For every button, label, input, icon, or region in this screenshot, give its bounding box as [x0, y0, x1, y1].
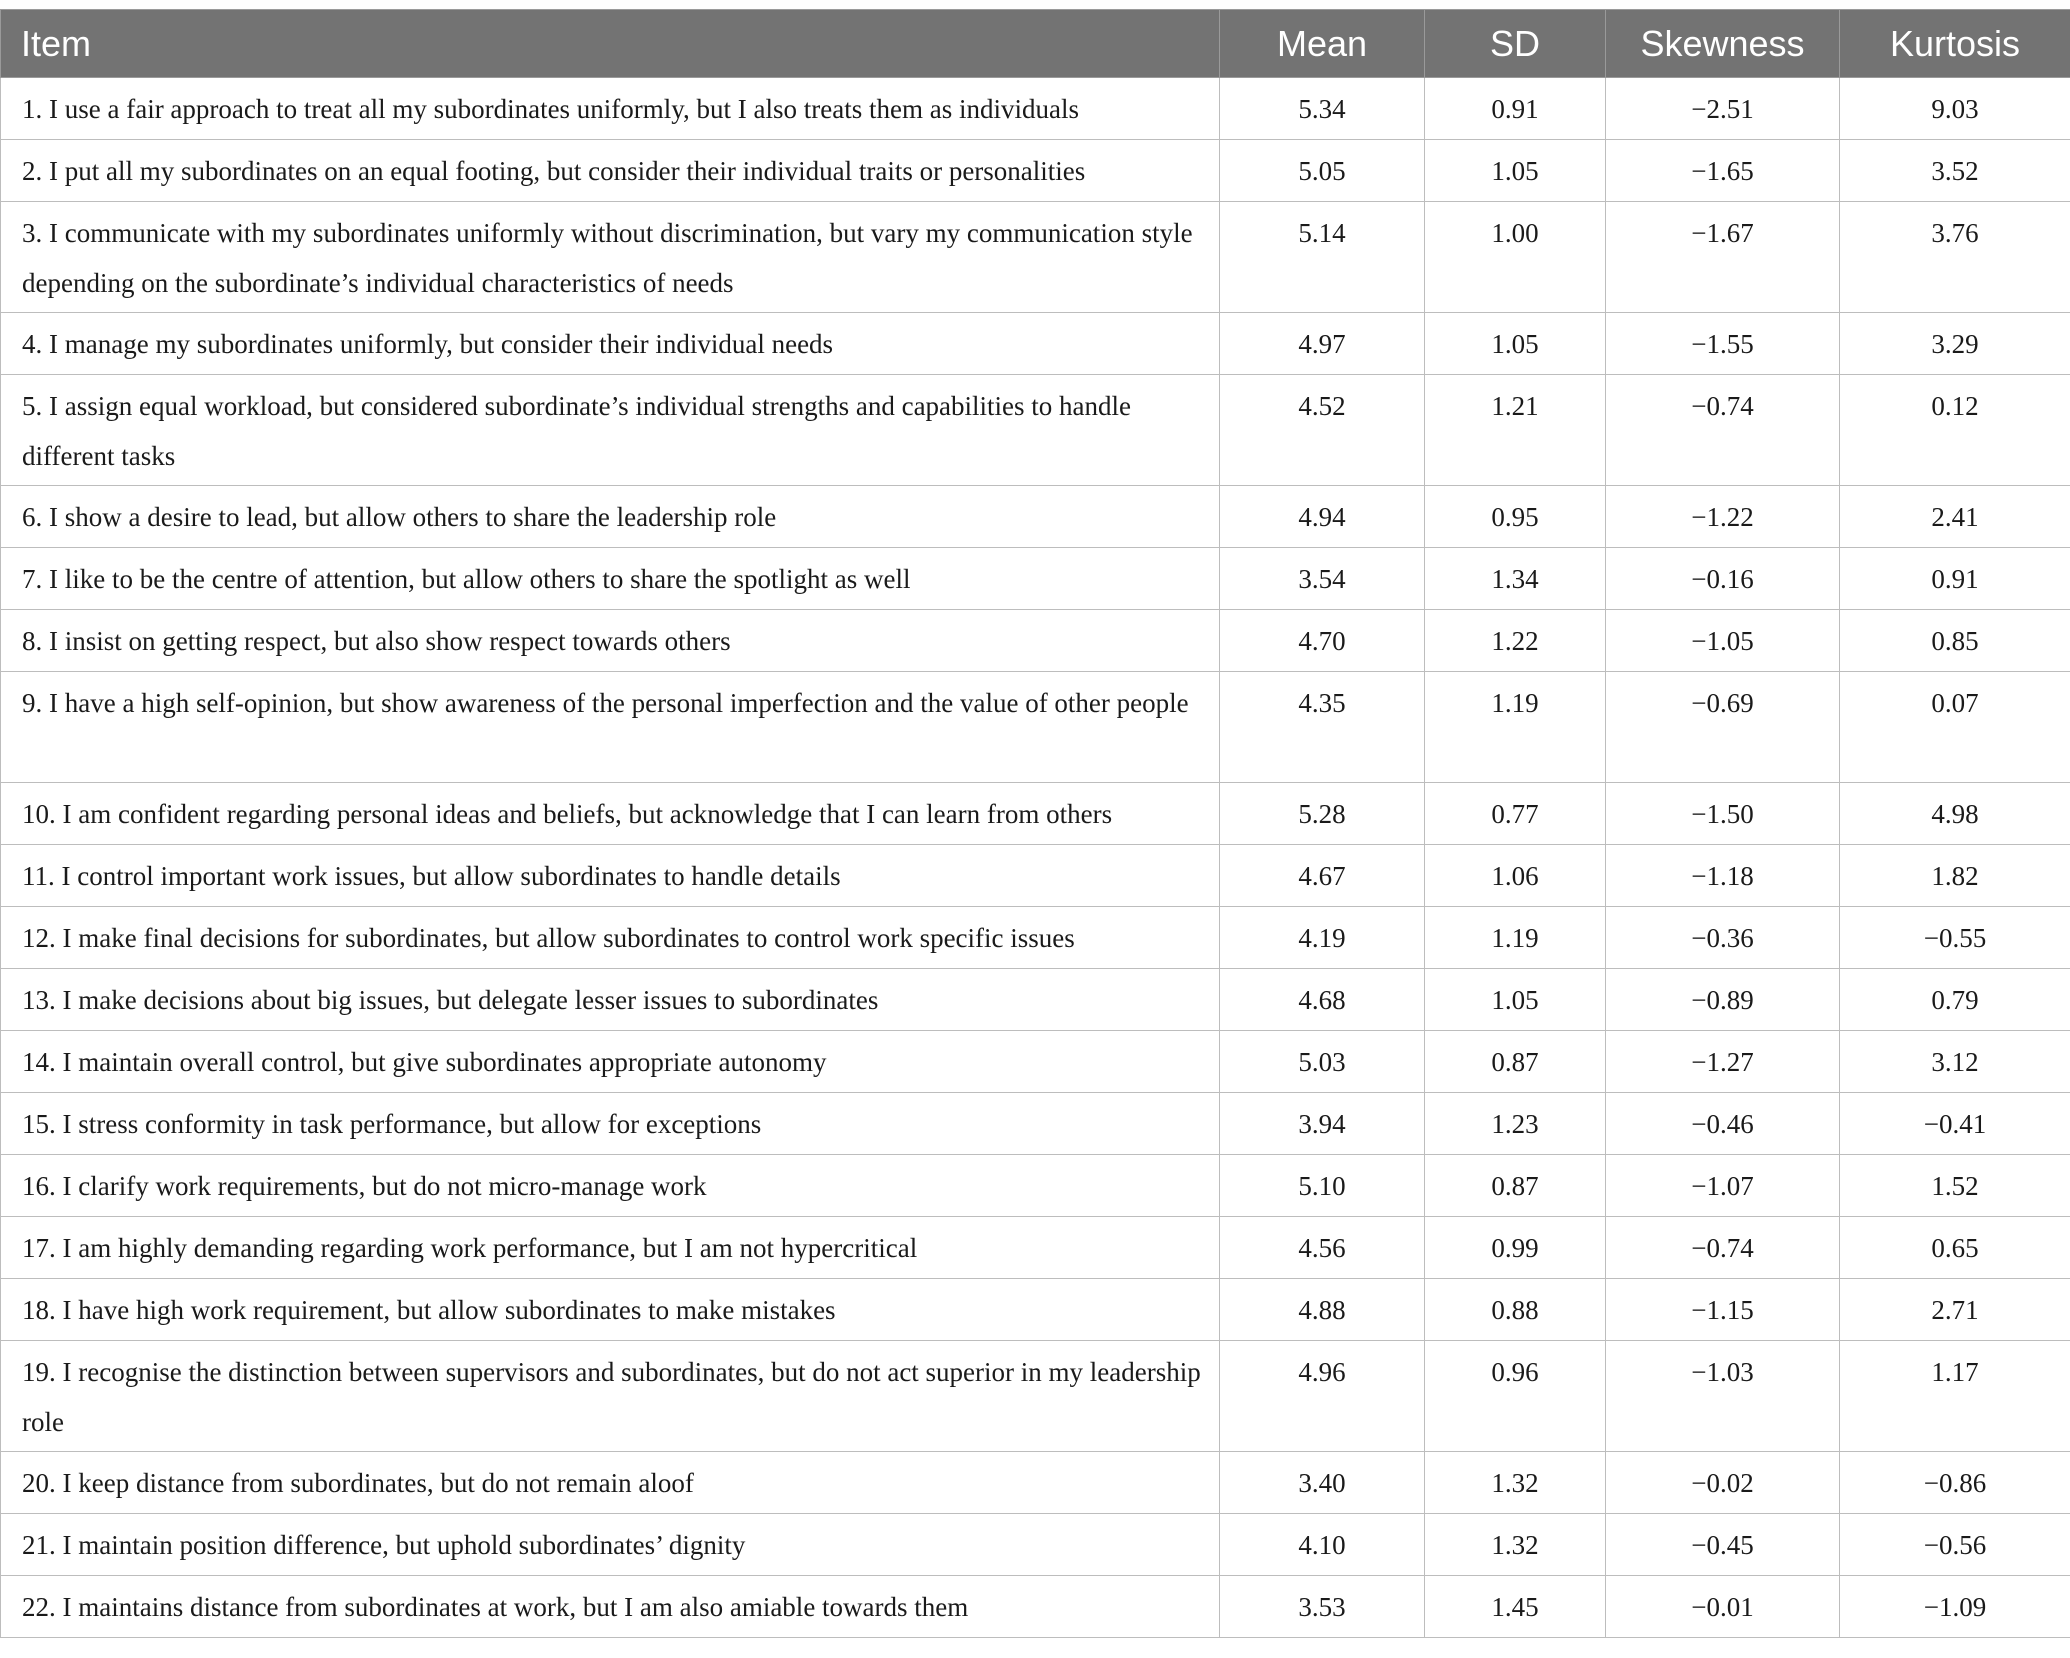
skewness-cell-text: −0.69	[1691, 688, 1754, 718]
header-sd: SD	[1425, 10, 1606, 78]
item-cell-text: 19. I recognise the distinction between supervisors and subordinates, but do not act superior in my leadership role	[22, 1357, 1201, 1437]
item-cell-text: 22. I maintains distance from subordinates at work, but I am also amiable towards them	[22, 1592, 969, 1622]
item-cell	[1, 78, 1220, 140]
kurtosis-cell	[1840, 969, 2070, 1031]
header-kurtosis: Kurtosis	[1840, 10, 2070, 78]
table-row	[1, 783, 2070, 845]
mean-cell-text: 4.10	[1298, 1530, 1346, 1560]
skewness-cell-text: −1.22	[1691, 502, 1754, 532]
item-cell-text: 9. I have a high self-opinion, but show awareness of the personal imperfection and the value of other people	[22, 688, 1189, 718]
table-row	[1, 1031, 2070, 1093]
mean-cell	[1220, 969, 1425, 1031]
item-cell-text: 4. I manage my subordinates uniformly, but consider their individual needs	[22, 329, 834, 359]
mean-cell-text: 4.94	[1298, 502, 1346, 532]
item-cell-text: 18. I have high work requirement, but allow subordinates to make mistakes	[22, 1295, 836, 1325]
sd-cell-text: 1.05	[1491, 329, 1539, 359]
sd-cell	[1425, 140, 1606, 202]
kurtosis-cell	[1840, 845, 2070, 907]
skewness-cell	[1606, 375, 1840, 486]
mean-cell	[1220, 202, 1425, 313]
item-cell	[1, 1279, 1220, 1341]
kurtosis-cell-text: −0.55	[1923, 923, 1987, 953]
kurtosis-cell-text: 0.79	[1931, 985, 1979, 1015]
mean-cell	[1220, 1093, 1425, 1155]
sd-cell-text: 0.87	[1491, 1047, 1539, 1077]
kurtosis-cell-text: 3.29	[1931, 329, 1979, 359]
sd-cell	[1425, 1031, 1606, 1093]
sd-cell	[1425, 1155, 1606, 1217]
skewness-cell	[1606, 969, 1840, 1031]
kurtosis-cell	[1840, 1031, 2070, 1093]
mean-cell-text: 4.68	[1298, 985, 1346, 1015]
sd-cell	[1425, 78, 1606, 140]
skewness-cell-text: −1.15	[1691, 1295, 1754, 1325]
sd-cell-text: 0.77	[1491, 799, 1539, 829]
sd-cell-text: 1.45	[1491, 1592, 1539, 1622]
header-item: Item	[1, 10, 1220, 78]
item-cell	[1, 1514, 1220, 1576]
mean-cell	[1220, 672, 1425, 783]
table-row	[1, 375, 2070, 486]
sd-cell-text: 0.87	[1491, 1171, 1539, 1201]
skewness-cell-text: −1.03	[1691, 1357, 1754, 1387]
kurtosis-cell	[1840, 1514, 2070, 1576]
skewness-cell	[1606, 845, 1840, 907]
table-header	[1, 10, 2070, 78]
item-cell	[1, 845, 1220, 907]
mean-cell	[1220, 78, 1425, 140]
skewness-cell	[1606, 1576, 1840, 1638]
mean-cell-text: 4.35	[1298, 688, 1346, 718]
sd-cell-text: 0.95	[1491, 502, 1539, 532]
skewness-cell	[1606, 783, 1840, 845]
item-cell-text: 17. I am highly demanding regarding work performance, but I am not hypercritical	[22, 1233, 918, 1263]
item-cell	[1, 610, 1220, 672]
table-row	[1, 969, 2070, 1031]
mean-cell	[1220, 1452, 1425, 1514]
kurtosis-cell-text: 2.41	[1931, 502, 1979, 532]
skewness-cell-text: −1.65	[1691, 156, 1754, 186]
skewness-cell-text: −1.67	[1691, 218, 1754, 248]
table-row	[1, 907, 2070, 969]
table-row	[1, 1279, 2070, 1341]
kurtosis-cell	[1840, 375, 2070, 486]
skewness-cell-text: −2.51	[1691, 94, 1754, 124]
sd-cell-text: 0.91	[1491, 94, 1539, 124]
mean-cell	[1220, 1155, 1425, 1217]
mean-cell-text: 4.70	[1298, 626, 1346, 656]
table-row	[1, 486, 2070, 548]
table-row	[1, 1576, 2070, 1638]
sd-cell-text: 1.23	[1491, 1109, 1539, 1139]
item-cell	[1, 1217, 1220, 1279]
sd-cell-text: 1.22	[1491, 626, 1539, 656]
sd-cell	[1425, 375, 1606, 486]
kurtosis-cell	[1840, 672, 2070, 783]
item-cell	[1, 907, 1220, 969]
skewness-cell-text: −0.89	[1691, 985, 1754, 1015]
skewness-cell-text: −1.05	[1691, 626, 1754, 656]
mean-cell	[1220, 610, 1425, 672]
skewness-cell	[1606, 1279, 1840, 1341]
item-cell-text: 20. I keep distance from subordinates, but do not remain aloof	[22, 1468, 694, 1498]
kurtosis-cell	[1840, 1341, 2070, 1452]
header-skewness: Skewness	[1606, 10, 1840, 78]
mean-cell	[1220, 1341, 1425, 1452]
item-cell-text: 3. I communicate with my subordinates uniformly without discrimination, but vary my communication style depending on the subordinate’s individual characteristics of needs	[22, 218, 1193, 298]
item-cell-text: 14. I maintain overall control, but give subordinates appropriate autonomy	[22, 1047, 827, 1077]
skewness-cell-text: −0.01	[1691, 1592, 1754, 1622]
sd-cell-text: 1.21	[1491, 391, 1539, 421]
item-cell-text: 5. I assign equal workload, but considered subordinate’s individual strengths and capabilities to handle different tasks	[22, 391, 1132, 471]
sd-cell	[1425, 313, 1606, 375]
kurtosis-cell	[1840, 1155, 2070, 1217]
mean-cell	[1220, 1031, 1425, 1093]
sd-cell	[1425, 845, 1606, 907]
sd-cell	[1425, 1217, 1606, 1279]
table-row	[1, 845, 2070, 907]
kurtosis-cell-text: −0.86	[1923, 1468, 1987, 1498]
sd-cell	[1425, 486, 1606, 548]
skewness-cell-text: −0.74	[1691, 391, 1754, 421]
mean-cell	[1220, 486, 1425, 548]
skewness-cell-text: −0.74	[1691, 1233, 1754, 1263]
skewness-cell-text: −1.27	[1691, 1047, 1754, 1077]
kurtosis-cell-text: −0.56	[1923, 1530, 1987, 1560]
item-cell-text: 1. I use a fair approach to treat all my subordinates uniformly, but I also treats them as individuals	[22, 94, 1079, 124]
sd-cell	[1425, 672, 1606, 783]
sd-cell-text: 1.19	[1491, 688, 1539, 718]
skewness-cell	[1606, 907, 1840, 969]
skewness-cell	[1606, 1341, 1840, 1452]
mean-cell-text: 4.56	[1298, 1233, 1346, 1263]
kurtosis-cell	[1840, 548, 2070, 610]
table-row	[1, 672, 2070, 783]
sd-cell	[1425, 1576, 1606, 1638]
mean-cell-text: 5.14	[1298, 218, 1346, 248]
skewness-cell	[1606, 548, 1840, 610]
skewness-cell-text: −0.16	[1691, 564, 1754, 594]
sd-cell	[1425, 1514, 1606, 1576]
skewness-cell-text: −1.55	[1691, 329, 1754, 359]
skewness-cell	[1606, 202, 1840, 313]
kurtosis-cell	[1840, 783, 2070, 845]
kurtosis-cell	[1840, 202, 2070, 313]
mean-cell-text: 4.88	[1298, 1295, 1346, 1325]
mean-cell-text: 3.54	[1298, 564, 1346, 594]
kurtosis-cell	[1840, 486, 2070, 548]
item-cell	[1, 486, 1220, 548]
kurtosis-cell-text: 2.71	[1931, 1295, 1979, 1325]
skewness-cell-text: −0.02	[1691, 1468, 1754, 1498]
mean-cell	[1220, 375, 1425, 486]
item-cell-text: 21. I maintain position difference, but uphold subordinates’ dignity	[22, 1530, 746, 1560]
mean-cell-text: 4.19	[1298, 923, 1346, 953]
mean-cell	[1220, 1514, 1425, 1576]
skewness-cell	[1606, 1155, 1840, 1217]
sd-cell-text: 1.34	[1491, 564, 1539, 594]
item-cell	[1, 1155, 1220, 1217]
kurtosis-cell	[1840, 313, 2070, 375]
item-cell	[1, 969, 1220, 1031]
kurtosis-cell-text: −1.09	[1923, 1592, 1987, 1622]
sd-cell	[1425, 1093, 1606, 1155]
sd-cell-text: 0.99	[1491, 1233, 1539, 1263]
sd-cell-text: 1.32	[1491, 1530, 1539, 1560]
kurtosis-cell	[1840, 1576, 2070, 1638]
kurtosis-cell	[1840, 1217, 2070, 1279]
mean-cell-text: 4.52	[1298, 391, 1346, 421]
mean-cell-text: 5.03	[1298, 1047, 1346, 1077]
item-cell-text: 10. I am confident regarding personal ideas and beliefs, but acknowledge that I can learn from others	[22, 799, 1113, 829]
kurtosis-cell-text: 0.65	[1931, 1233, 1979, 1263]
mean-cell	[1220, 1217, 1425, 1279]
skewness-cell-text: −0.46	[1691, 1109, 1754, 1139]
sd-cell	[1425, 783, 1606, 845]
table-row	[1, 313, 2070, 375]
mean-cell-text: 3.40	[1298, 1468, 1346, 1498]
descriptive-statistics-table	[0, 9, 2070, 1638]
item-cell	[1, 1576, 1220, 1638]
skewness-cell	[1606, 1452, 1840, 1514]
item-cell	[1, 313, 1220, 375]
item-cell	[1, 1031, 1220, 1093]
skewness-cell	[1606, 78, 1840, 140]
skewness-cell	[1606, 672, 1840, 783]
table-row	[1, 78, 2070, 140]
item-cell-text: 6. I show a desire to lead, but allow others to share the leadership role	[22, 502, 777, 532]
sd-cell-text: 1.00	[1491, 218, 1539, 248]
sd-cell-text: 1.32	[1491, 1468, 1539, 1498]
table-row	[1, 140, 2070, 202]
sd-cell-text: 1.05	[1491, 985, 1539, 1015]
kurtosis-cell-text: 0.91	[1931, 564, 1979, 594]
skewness-cell	[1606, 1217, 1840, 1279]
skewness-cell	[1606, 1514, 1840, 1576]
skewness-cell-text: −1.07	[1691, 1171, 1754, 1201]
kurtosis-cell-text: 3.12	[1931, 1047, 1979, 1077]
kurtosis-cell-text: 0.85	[1931, 626, 1979, 656]
sd-cell-text: 0.88	[1491, 1295, 1539, 1325]
kurtosis-cell	[1840, 140, 2070, 202]
table-row	[1, 1514, 2070, 1576]
mean-cell-text: 5.28	[1298, 799, 1346, 829]
item-cell-text: 7. I like to be the centre of attention, but allow others to share the spotlight as well	[22, 564, 911, 594]
mean-cell-text: 4.97	[1298, 329, 1346, 359]
table-body	[1, 78, 2070, 1638]
kurtosis-cell	[1840, 78, 2070, 140]
kurtosis-cell-text: 1.17	[1931, 1357, 1979, 1387]
item-cell	[1, 672, 1220, 783]
kurtosis-cell	[1840, 1452, 2070, 1514]
kurtosis-cell-text: 1.52	[1931, 1171, 1979, 1201]
kurtosis-cell	[1840, 1093, 2070, 1155]
skewness-cell	[1606, 140, 1840, 202]
kurtosis-cell-text: 0.12	[1931, 391, 1979, 421]
sd-cell	[1425, 610, 1606, 672]
table-row	[1, 1155, 2070, 1217]
sd-cell	[1425, 1341, 1606, 1452]
mean-cell-text: 3.94	[1298, 1109, 1346, 1139]
sd-cell-text: 1.05	[1491, 156, 1539, 186]
skewness-cell	[1606, 1093, 1840, 1155]
item-cell-text: 13. I make decisions about big issues, but delegate lesser issues to subordinates	[22, 985, 879, 1015]
header-mean: Mean	[1220, 10, 1425, 78]
item-cell-text: 8. I insist on getting respect, but also show respect towards others	[22, 626, 731, 656]
table-row	[1, 1093, 2070, 1155]
kurtosis-cell	[1840, 907, 2070, 969]
mean-cell	[1220, 140, 1425, 202]
table-row	[1, 610, 2070, 672]
mean-cell-text: 4.67	[1298, 861, 1346, 891]
item-cell-text: 16. I clarify work requirements, but do not micro-manage work	[22, 1171, 707, 1201]
sd-cell-text: 1.06	[1491, 861, 1539, 891]
kurtosis-cell-text: 1.82	[1931, 861, 1979, 891]
skewness-cell-text: −0.36	[1691, 923, 1754, 953]
skewness-cell-text: −1.50	[1691, 799, 1754, 829]
table-row	[1, 548, 2070, 610]
item-cell	[1, 783, 1220, 845]
skewness-cell	[1606, 610, 1840, 672]
kurtosis-cell-text: −0.41	[1923, 1109, 1987, 1139]
sd-cell	[1425, 202, 1606, 313]
skewness-cell-text: −0.45	[1691, 1530, 1754, 1560]
mean-cell	[1220, 783, 1425, 845]
table-row	[1, 1341, 2070, 1452]
mean-cell-text: 5.05	[1298, 156, 1346, 186]
item-cell-text: 15. I stress conformity in task performance, but allow for exceptions	[22, 1109, 762, 1139]
skewness-cell	[1606, 486, 1840, 548]
mean-cell-text: 5.10	[1298, 1171, 1346, 1201]
sd-cell-text: 0.96	[1491, 1357, 1539, 1387]
sd-cell	[1425, 907, 1606, 969]
header-row	[1, 10, 2070, 78]
sd-cell	[1425, 1452, 1606, 1514]
item-cell	[1, 202, 1220, 313]
item-cell-text: 11. I control important work issues, but allow subordinates to handle details	[22, 861, 841, 891]
mean-cell	[1220, 1576, 1425, 1638]
kurtosis-cell	[1840, 610, 2070, 672]
kurtosis-cell-text: 4.98	[1931, 799, 1979, 829]
item-cell-text: 12. I make final decisions for subordinates, but allow subordinates to control work specific issues	[22, 923, 1075, 953]
item-cell-text: 2. I put all my subordinates on an equal footing, but consider their individual traits or personalities	[22, 156, 1086, 186]
mean-cell-text: 3.53	[1298, 1592, 1346, 1622]
kurtosis-cell	[1840, 1279, 2070, 1341]
item-cell	[1, 140, 1220, 202]
skewness-cell	[1606, 313, 1840, 375]
table-row	[1, 1452, 2070, 1514]
item-cell	[1, 1452, 1220, 1514]
kurtosis-cell-text: 0.07	[1931, 688, 1979, 718]
kurtosis-cell-text: 9.03	[1931, 94, 1979, 124]
mean-cell	[1220, 907, 1425, 969]
sd-cell	[1425, 969, 1606, 1031]
table-row	[1, 1217, 2070, 1279]
item-cell	[1, 375, 1220, 486]
kurtosis-cell-text: 3.52	[1931, 156, 1979, 186]
skewness-cell-text: −1.18	[1691, 861, 1754, 891]
skewness-cell	[1606, 1031, 1840, 1093]
sd-cell	[1425, 548, 1606, 610]
table-row	[1, 202, 2070, 313]
item-cell	[1, 1093, 1220, 1155]
item-cell	[1, 1341, 1220, 1452]
mean-cell	[1220, 548, 1425, 610]
sd-cell-text: 1.19	[1491, 923, 1539, 953]
sd-cell	[1425, 1279, 1606, 1341]
mean-cell-text: 5.34	[1298, 94, 1346, 124]
mean-cell	[1220, 845, 1425, 907]
item-cell	[1, 548, 1220, 610]
mean-cell-text: 4.96	[1298, 1357, 1346, 1387]
mean-cell	[1220, 1279, 1425, 1341]
kurtosis-cell-text: 3.76	[1931, 218, 1979, 248]
mean-cell	[1220, 313, 1425, 375]
